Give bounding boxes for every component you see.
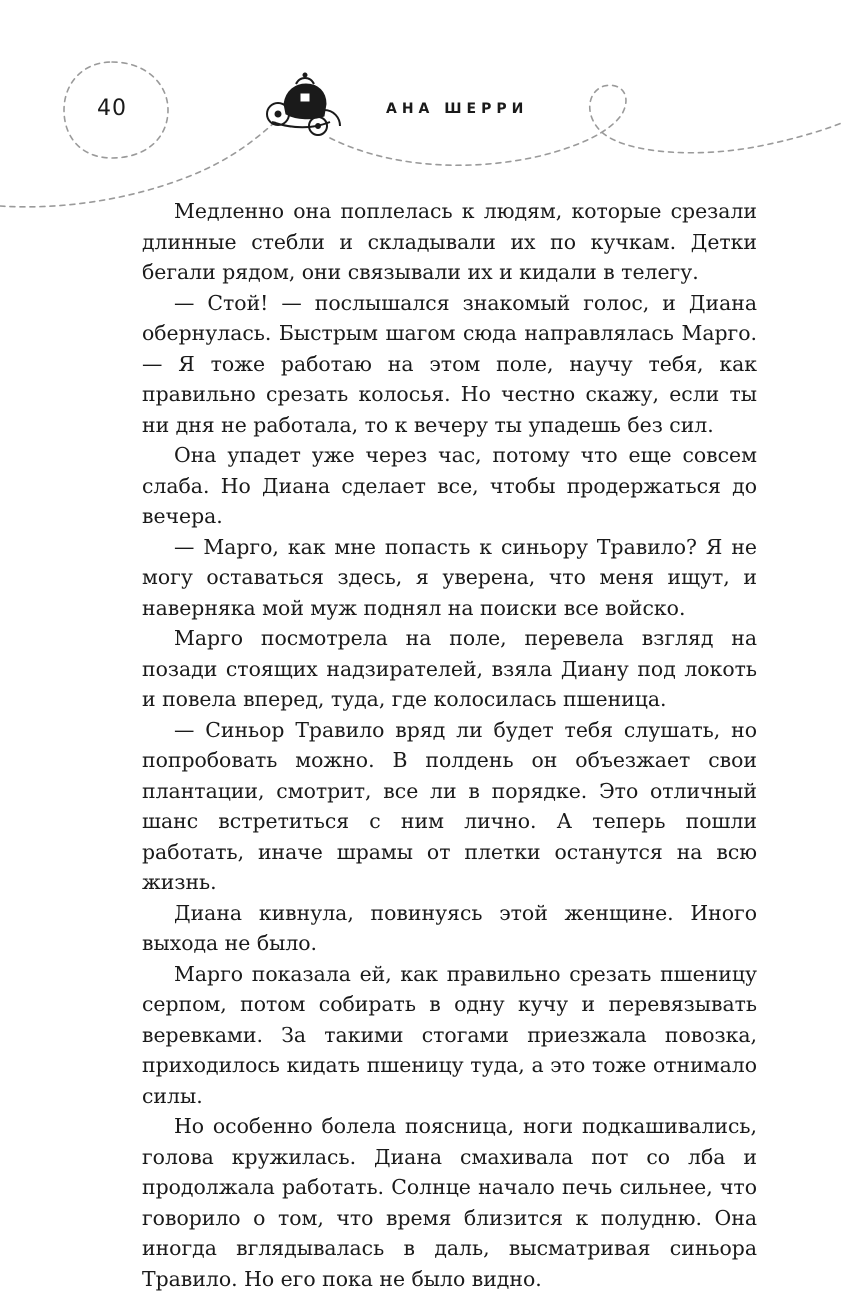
paragraph: — Марго, как мне попасть к синьору Травило? Я не могу оставаться здесь, я уверена, что меня ищут, и наверняка мой муж поднял на поиски все войско. bbox=[142, 534, 757, 620]
paragraph: Марго посмотрела на поле, перевела взгляд на позади стоящих надзирателей, взяла Диану под локоть и повела вперед, туда, где колосилась пшеница. bbox=[142, 626, 757, 711]
body-text bbox=[142, 196, 757, 1294]
paragraph: Но особенно болела поясница, ноги подкашивались, голова кружилась. Диана смахивала пот со лба и продолжала работать. Солнце начало печь сильнее, что говорило о том, что время близится к полудню. Она иногда вглядывалась в даль, высматривая синьора Травило. Но его пока не было видно. bbox=[142, 1114, 757, 1291]
right-swirl-line bbox=[330, 85, 844, 165]
paragraph: Медленно она поплелась к людям, которые срезали длинные стебли и складывали их по кучкам. Детки бегали рядом, они связывали их и кидали в телегу. bbox=[142, 199, 757, 284]
running-title: АНА ШЕРРИ bbox=[386, 101, 529, 117]
page-number: 40 bbox=[97, 96, 127, 121]
paragraph: Она упадет уже через час, потому что еще совсем слаба. Но Диана сделает все, чтобы продержаться до вечера. bbox=[142, 443, 757, 528]
paragraph: Марго показала ей, как правильно срезать пшеницу серпом, потом собирать в одну кучу и перевязывать веревками. За такими стогами приезжала повозка, приходилось кидать пшеницу туда, а это тоже отнимало силы. bbox=[142, 961, 757, 1108]
carriage-icon bbox=[267, 73, 340, 135]
paragraph: — Стой! — послышался знакомый голос, и Диана обернулась. Быстрым шагом сюда направлялась Марго. — Я тоже работаю на этом поле, научу тебя, как правильно срезать колосья. Но честно скажу, если ты ни дня не работала, то к вечеру ты упадешь без сил. bbox=[142, 290, 757, 437]
paragraph: — Синьор Травило вряд ли будет тебя слушать, но попробовать можно. В полдень он объезжает свои плантации, смотрит, все ли в порядке. Это отличный шанс встретиться с ним лично. А теперь пошли работать, иначе шрамы от плетки останутся на всю жизнь. bbox=[142, 717, 757, 894]
left-swirl-line bbox=[0, 122, 275, 207]
paragraph: Диана кивнула, повинуясь этой женщине. Иного выхода не было. bbox=[142, 900, 757, 955]
